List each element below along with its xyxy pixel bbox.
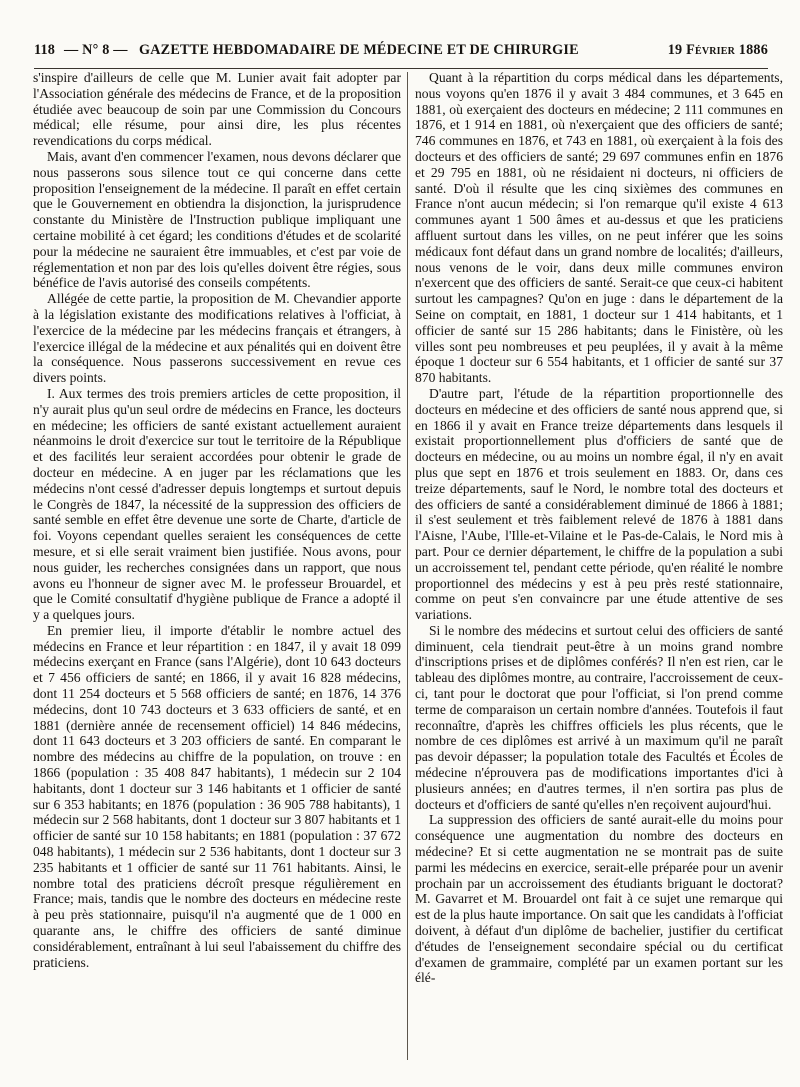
issue-date: 19 Février 1886 (667, 42, 768, 58)
paragraph: Quant à la répartition du corps médical dans les départements, nous voyons qu'en 1876 il y avait 3 484 communes, et 3 645 en 1881, où exerçaient des docteurs en médecine; 2 111 communes en 1876, et 1 914 en 1881, où n'exerçaient que des officiers de santé; 746 communes en 1876, et 743 en 1881, où exerçaient à la fois des docteurs et des officiers de santé; 29 697 communes enfin en 1876 et 29 795 en 1881, où ne résidaient ni docteurs, ni officiers de santé. D'où il résulte que les cinq sixièmes des communes en France n'ont aucun médecin; si l'on remarque qu'il existe 4 613 communes ayant 1 500 âmes et au-dessus et que les praticiens affluent surtout dans les villes, on ne peut inférer que les soins médicaux font défaut dans un grand nombre de localités; d'ailleurs, nous venons de le voir, dans deux mille communes environ n'exercent que des officiers de santé. Serait-ce que ceux-ci habitent surtout les campagnes? Qu'on en juge : dans le département de la Seine on comptait, en 1881, 1 docteur sur 1 414 habitants, et 1 officier de santé sur 15 286 habitants; dans le Finistère, où les villes sont peu nombreuses et peu peuplées, il y avait à la même époque 1 docteur sur 6 554 habitants, et 1 officier de santé sur 37 870 habitants. (415, 70, 783, 386)
journal-title: GAZETTE HEBDOMADAIRE DE MÉDECINE ET DE CHIRURGIE (139, 42, 579, 58)
paragraph: En premier lieu, il importe d'établir le nombre actuel des médecins en France et leur répartition : en 1847, il y avait 18 099 médecins exerçant en France (sans l'Algérie), dont 10 643 docteurs et 7 456 officiers de santé; en 1866, il y avait 16 828 médecins, dont 11 254 docteurs et 5 568 officiers de santé; en 1876, 14 376 médecins, dont 10 743 docteurs et 3 633 officiers de santé, et en 1881 (dernière année de recensement officiel) 14 846 médecins, dont 11 643 docteurs et 3 203 officiers de santé. En comparant le nombre des médecins au chiffre de la population, on trouve : en 1866 (population : 35 408 847 habitants), 1 médecin sur 2 104 habitants, dont 1 docteur sur 3 146 habitants et 1 officier de santé sur 6 353 habitants; en 1876 (population : 36 905 788 habitants), 1 médecin sur 2 568 habitants, dont 1 docteur sur 3 807 habitants et 1 officier de santé sur 10 158 habitants; en 1881 (population : 37 672 048 habitants), 1 médecin sur 2 536 habitants, dont 1 docteur sur 3 235 habitants et 1 officier de santé sur 11 761 habitants. Ainsi, le nombre total des praticiens décroît presque régulièrement en France; mais, tandis que le nombre des docteurs en médecine reste à peu près stationnaire, puisqu'il n'a augmenté que de 1 000 en quarante ans, le chiffre des officiers de santé diminue considérablement, entraînant à lui seul l'abaissement du chiffre des praticiens. (33, 622, 401, 970)
issue-number: — N° 8 — (64, 42, 128, 58)
column-divider (407, 72, 408, 1060)
paragraph: La suppression des officiers de santé aurait-elle du moins pour conséquence une augmentation du nombre des docteurs en médecine? Et si cette augmentation ne se montrait pas de suite parmi les médecins en exercice, serait-elle préparée pour un avenir prochain par un accroissement des étudiants briguant le doctorat? M. Gavarret et M. Brouardel ont fait à ce sujet une remarque qui est de la plus haute importance. On sait que les candidats à l'officiat doivent, à défaut d'un diplôme de bachelier, justifier du certificat d'études de l'enseignement secondaire spécial ou du certificat d'examen de grammaire, complété par un examen portant sur les élé- (415, 812, 783, 986)
paragraph: I. Aux termes des trois premiers articles de cette proposition, il n'y aurait plus qu'un seul ordre de médecins en France, les docteurs en médecine; les officiers de santé existant actuellement auraient néanmoins le droit d'exercice sur tout le territoire de la République et des facilités leur seraient accordées pour obtenir le grade de docteur en médecine. A en juger par les réclamations que les médecins n'ont cessé d'adresser depuis longtemps et surtout depuis le Congrès de 1847, la nécessité de la suppression des officiers de santé semble en effet être devenue une sorte de Charte, d'article de foi. Voyons cependant quelles seraient les conséquences de cette mesure, et si elle serait vraiment bien justifiée. Nous avons, pour nous guider, les recherches consignées dans un rapport, que nous avons eu l'honneur de signer avec M. le professeur Brouardel, et que le Comité consultatif d'hygiène publique de France a adopté il y a quelques jours. (33, 385, 401, 623)
page-number: 118 (34, 42, 56, 58)
running-header (34, 42, 768, 69)
paragraph: Si le nombre des médecins et surtout celui des officiers de santé diminuent, cela tiendrait peut-être à un moins grand nombre d'inscriptions prises et de diplômes conférés? Il n'en est rien, car le tableau des diplômes montre, au contraire, l'accroissement de ceux-ci, tant pour le doctorat que pour l'officiat, si l'on prend comme terme de comparaison un certain nombre d'années. Toutefois il faut reconnaître, d'après les chiffres officiels les plus récents, que le nombre de ces diplômes est arrivé à un maximum qu'il ne paraît pas devoir dépasser; la population totale des Facultés et Écoles de médecine n'éprouvera pas de modifications importantes d'ici à plusieurs années; en d'autres termes, il n'en sortira pas plus de docteurs et d'officiers de santé qu'elles n'en reçoivent aujourd'hui. (415, 622, 783, 812)
paragraph: Mais, avant d'en commencer l'examen, nous devons déclarer que nous passerons sous silence tout ce qui concerne dans cette proposition l'enseignement de la médecine. Il paraît en effet certain que le Gouvernement en obtiendra la disjonction, la jurisprudence constante du Ministère de l'Instruction publique impliquant une certaine mobilité à cet égard; les conditions d'études et de scolarité pour la médecine ne sauraient être immuables, et c'est par voie de réglementation et non par des lois qu'elles doivent être régies, sous bénéfice de l'avis autorisé des conseils compétents. (33, 148, 401, 291)
paragraph: Allégée de cette partie, la proposition de M. Chevandier apporte à la législation existante des modifications relatives à l'officiat, à l'exercice de la médecine par les médecins français et étrangers, à l'exercice illégal de la médecine et aux pénalités qui en doivent être la conséquence. Nous passerons successivement en revue ces divers points. (33, 291, 401, 386)
right-column (415, 70, 783, 986)
left-column (33, 70, 401, 970)
paragraph: D'autre part, l'étude de la répartition proportionnelle des docteurs en médecine et des officiers de santé nous apprend que, si en 1866 il y avait en France treize départements dans lesquels il existait proportionnellement plus d'officiers de santé que de docteurs en médecine, ou au moins un nombre égal, il n'y en avait plus que sept en 1876 et trois seulement en 1883. Or, dans ces treize départements, sauf le Nord, le nombre total des docteurs et des officiers de santé a considérablement diminué de 1866 à 1881; il s'est seulement et très faiblement relevé de 1876 à 1881 dans l'Aisne, l'Aube, l'Ille-et-Vilaine et le Pas-de-Calais, le Nord mis à part. Pour ce dernier département, le chiffre de la population a subi un accroissement tel, pendant cette période, qu'en réalité le nombre proportionnel des médecins y est à peu près resté stationnaire, comme on peut s'en convaincre par une étude attentive de ses variations. (415, 385, 783, 623)
paragraph: s'inspire d'ailleurs de celle que M. Lunier avait fait adopter par l'Association générale des médecins de France, et de la proposition étudiée avec beaucoup de soin par une Commission du Concours médical; elle résume, pour ainsi dire, les plus récentes revendications du corps médical. (33, 70, 401, 149)
